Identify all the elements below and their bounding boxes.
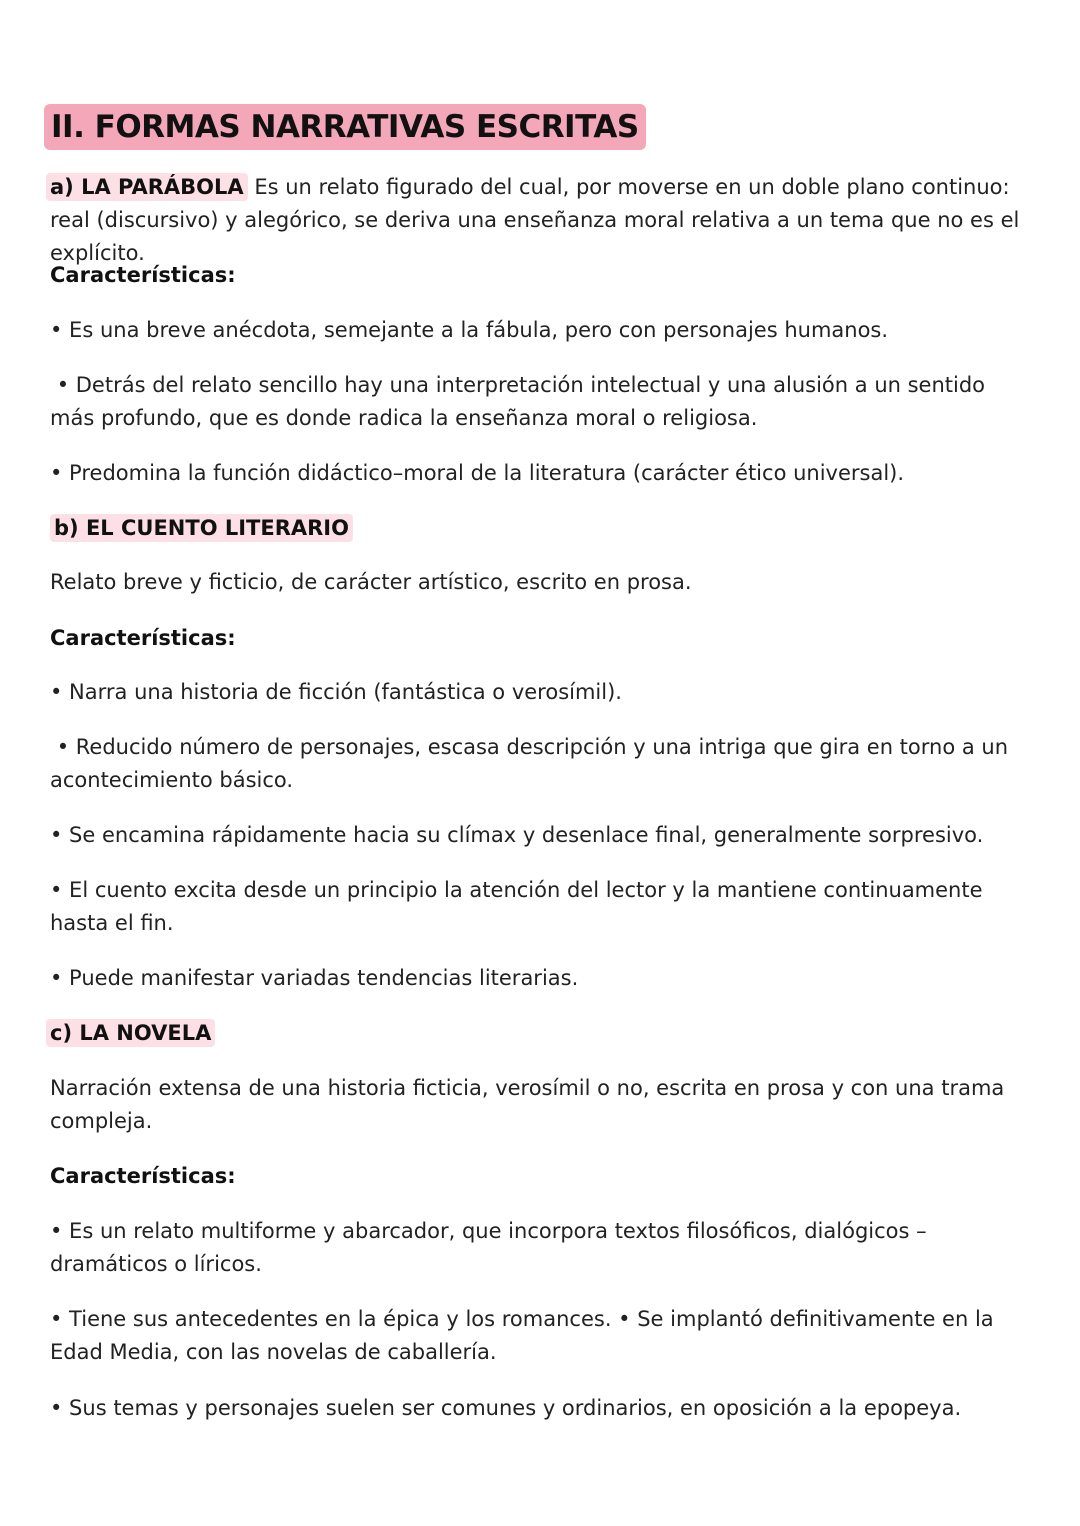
novela-bullet: • Sus temas y personajes suelen ser comunes y ordinarios, en oposición a la epopeya. — [50, 1396, 962, 1420]
cuento-bullet: • Reducido número de personajes, escasa descripción y una intriga que gira en torno a un acontecimiento básico. — [50, 735, 1015, 792]
novela-heading: c) LA NOVELA — [46, 1019, 215, 1047]
page-title: II. FORMAS NARRATIVAS ESCRITAS — [44, 104, 646, 150]
novela-bullet: • Es un relato multiforme y abarcador, que incorpora textos filosóficos, dialógicos – dramáticos o líricos. — [50, 1219, 927, 1276]
cuento-bullet: • Narra una historia de ficción (fantástica o verosímil). — [50, 680, 622, 704]
cuento-intro: Relato breve y ficticio, de carácter artístico, escrito en prosa. — [50, 570, 692, 594]
novela-features-label: Características: — [50, 1164, 236, 1188]
parabola-definition — [50, 171, 1035, 270]
cuento-bullet: • Se encamina rápidamente hacia su clímax y desenlace final, generalmente sorpresivo. — [50, 823, 984, 847]
novela-bullet: • Tiene sus antecedentes en la épica y los romances. • Se implantó definitivamente en la Edad Media, con las novelas de caballería. — [50, 1307, 994, 1364]
cuento-bullet: • El cuento excita desde un principio la atención del lector y la mantiene continuamente hasta el fin. — [50, 878, 983, 935]
parabola-features-label: Características: — [50, 263, 236, 287]
parabola-bullet: • Predomina la función didáctico–moral de la literatura (carácter ético universal). — [50, 461, 905, 485]
cuento-heading: b) EL CUENTO LITERARIO — [50, 514, 353, 542]
parabola-heading: a) LA PARÁBOLA — [46, 173, 248, 201]
parabola-bullet: • Detrás del relato sencillo hay una interpretación intelectual y una alusión a un sentido más profundo, que es donde radica la enseñanza moral o religiosa. — [50, 373, 992, 430]
parabola-intro: Es un relato figurado del cual, por moverse en un doble plano continuo: real (discursivo) y alegórico, se deriva una enseñanza moral relativa a un tema que no es el explícito. — [50, 175, 1020, 265]
parabola-bullet: • Es una breve anécdota, semejante a la fábula, pero con personajes humanos. — [50, 318, 889, 342]
cuento-bullet: • Puede manifestar variadas tendencias literarias. — [50, 966, 579, 990]
cuento-features-label: Características: — [50, 626, 236, 650]
novela-intro: Narración extensa de una historia ficticia, verosímil o no, escrita en prosa y con una trama compleja. — [50, 1076, 1005, 1133]
